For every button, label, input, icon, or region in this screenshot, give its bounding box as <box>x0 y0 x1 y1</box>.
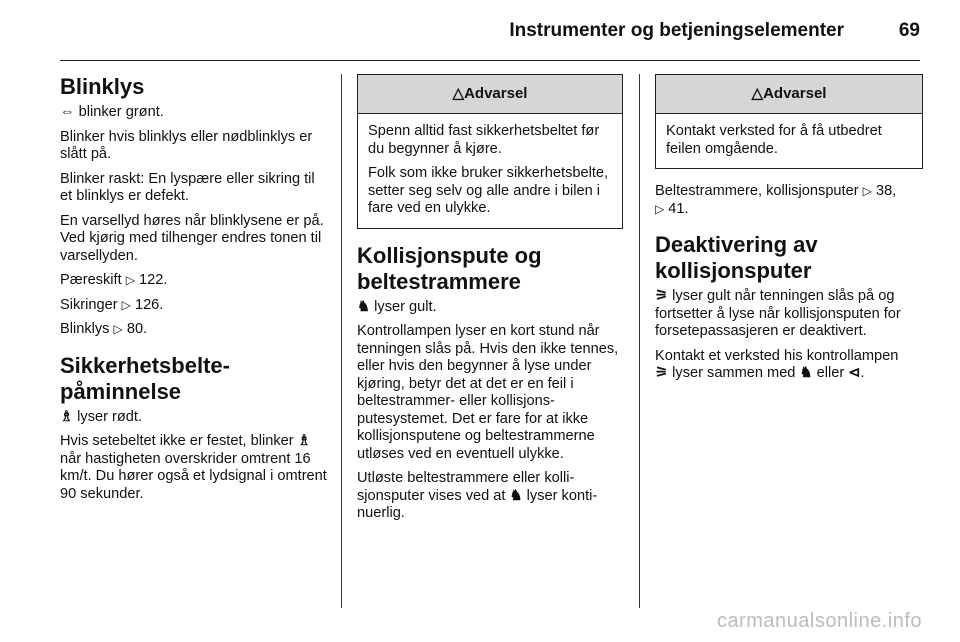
paragraph: ♗ lyser rødt. <box>60 408 143 425</box>
column-2 <box>357 74 623 530</box>
paragraph: Kontakt et verksted his kontrollampen ⚞ lyser sammen med ♞ eller ⊲. <box>655 347 899 381</box>
paragraph: Blinker raskt: En lyspære eller sikring til et blinklys er defekt. <box>60 170 315 204</box>
heading-sikkerhetsbelte: Sikkerhetsbelte- påminnelse <box>60 352 230 404</box>
seatbelt-icon: ♗ <box>60 408 74 425</box>
warning-icon: △ <box>751 85 764 102</box>
page-number: 69 <box>898 20 920 41</box>
column-divider <box>639 74 640 608</box>
paragraph: Hvis setebeltet ikke er festet, blinker ♗ når hastigheten overskrider omtrent 16 km/t. Du hører også et lydsignal i omtrent 90 sekunder. <box>60 433 327 502</box>
airbag-off-icon: ⚞ <box>655 365 669 381</box>
paragraph: Spenn alltid fast sikkerhetsbeltet før du begynner å kjøre. <box>368 123 600 157</box>
arrow-icon: ▷ <box>121 297 131 312</box>
heading-blinklys: Blinklys <box>60 74 145 99</box>
header-divider <box>60 60 920 61</box>
warning-box <box>655 74 923 169</box>
cross-reference: Blinklys ▷ 80. <box>60 321 148 337</box>
page-header <box>0 0 960 52</box>
paragraph: Folk som ikke bruker sikkerhetsbelte, setter seg selv og alle andre i bilen i fare ved en ulykke. <box>368 165 609 216</box>
warning-header: △Advarsel <box>656 75 922 114</box>
cross-reference: Beltestrammere, kollisjonsputer ▷ 38, ▷ 41. <box>655 183 897 217</box>
paragraph: ⚞ lyser gult når tenningen slås på og fortsetter å lyse når kollisjonsputen for forsetepassasjeren er deaktivert. <box>655 288 901 339</box>
arrow-icon: ▷ <box>655 201 665 216</box>
airbag-icon: ♞ <box>509 487 523 504</box>
seatbelt-icon: ♗ <box>297 433 311 449</box>
paragraph: Kontakt verksted for å få utbedret feilen omgående. <box>666 123 882 157</box>
cross-reference: Pæreskift ▷ 122. <box>60 272 168 288</box>
paragraph: En varsellyd høres når blinklysene er på. Ved kjørig med tilhenger endres tonen til varsellyden. <box>60 212 324 264</box>
column-divider <box>341 74 342 608</box>
column-3 <box>655 74 923 390</box>
arrow-icon: ▷ <box>862 184 872 198</box>
warning-header: △Advarsel <box>358 75 622 114</box>
cross-reference: Sikringer ▷ 126. <box>60 296 164 313</box>
watermark: carmanualsonline.info <box>716 610 922 632</box>
airbag-icon: ♞ <box>799 365 813 381</box>
arrow-icon: ▷ <box>113 322 123 336</box>
paragraph: Utløste beltestrammere eller kollisjonsputer vises ved at ♞ lyser kontinuerlig. <box>357 470 598 521</box>
arrow-icon: ▷ <box>125 273 135 287</box>
warning-box <box>357 74 623 229</box>
airbag-icon: ♞ <box>357 298 371 315</box>
heading-kollisjonspute: Kollisjonspute og beltestrammere <box>357 242 542 294</box>
airbag-icon-2: ⊲ <box>848 365 861 381</box>
column-1 <box>60 74 328 510</box>
warning-icon: △ <box>452 85 465 102</box>
paragraph: ♞ lyser gult. <box>357 298 437 315</box>
page-title: Instrumenter og betjeningselementer <box>509 20 844 41</box>
paragraph: Kontrollampen lyser en kort stund når tenningen slås på. Hvis den ikke tennes, eller hvis den begynner å lyse under kjøring, betyr det at det er en feil i beltestrammer- eller kollisjonsputesystemet. Det er fare for at ikke kollisjonsputene og beltestrammerne utløses ved en eventuell ulykke. <box>357 323 619 462</box>
heading-deaktivering: Deaktivering av kollisjonsputer <box>655 232 818 283</box>
turn-signal-icon: ⇔ <box>60 104 75 120</box>
airbag-off-icon: ⚞ <box>655 288 669 304</box>
paragraph: ⇔ blinker grønt. <box>60 104 164 120</box>
paragraph: Blinker hvis blinklys eller nødblinklys er slått på. <box>60 128 313 162</box>
